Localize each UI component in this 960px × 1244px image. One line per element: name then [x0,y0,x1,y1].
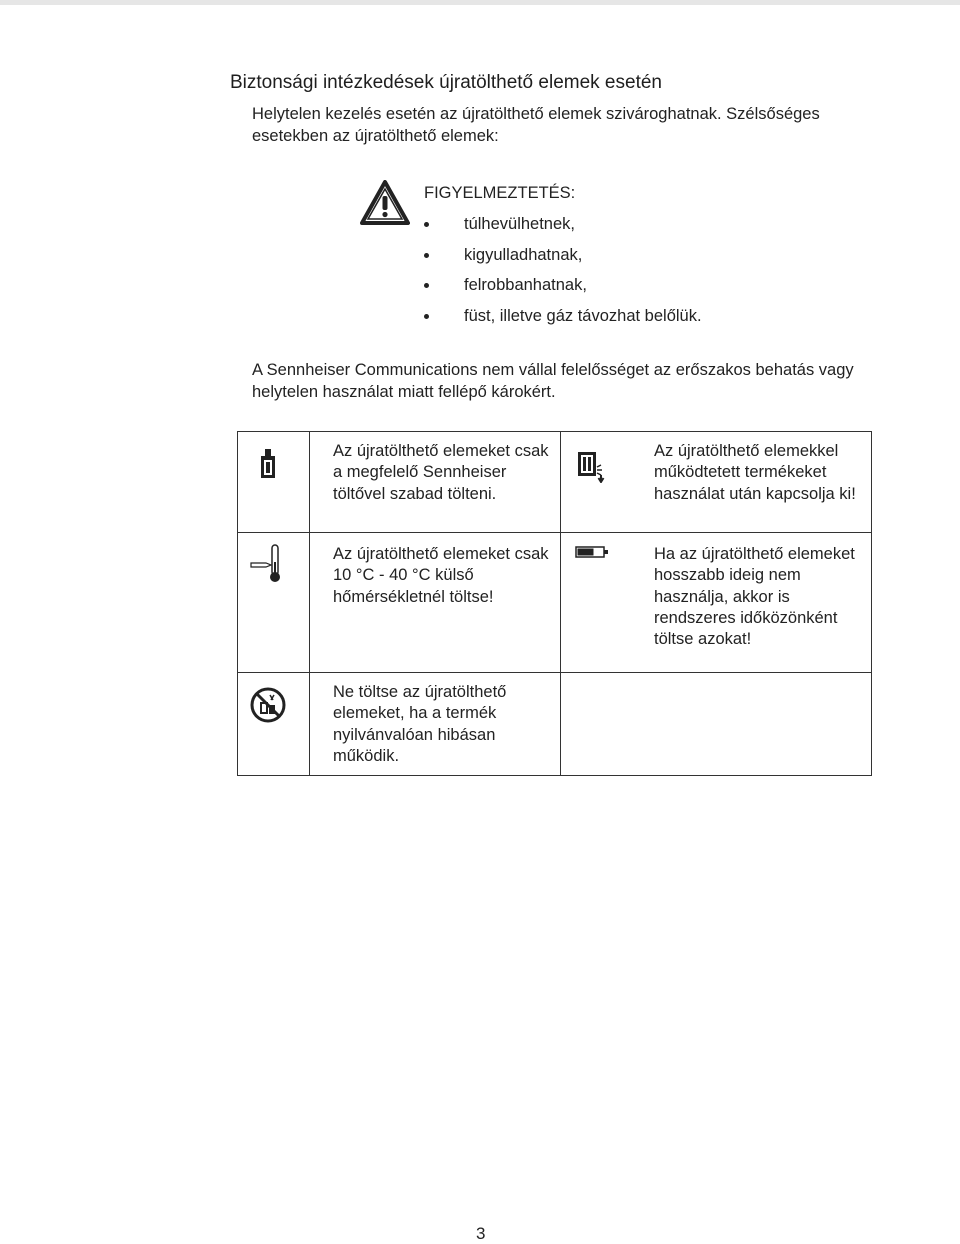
table-divider [238,532,871,533]
table-cell: Az újratölthető elemeket csak 10 °C - 40 °C külső hőmérsékletnél töltse! [333,545,549,606]
page-number: 3 [476,1224,486,1243]
disclaimer-paragraph: A Sennheiser Communications nem vállal felelősséget az erőszakos behatás vagy helytelen használat miatt fellépő károkért. [252,361,854,401]
bullet-dot [424,283,429,288]
safety-table [237,431,872,776]
top-rule [0,0,960,5]
table-cell: Az újratölthető elemekkel működtetett termékeket használat után kapcsolja ki! [654,442,856,503]
warning-triangle-icon [360,180,410,230]
table-cell: Ne töltse az újratölthető elemeket, ha a termék nyilvánvalóan hibásan működik. [333,683,507,765]
table-divider [560,672,871,673]
table-divider [238,672,560,673]
section-heading: Biztonsági intézkedések újratölthető elemek esetén [230,72,662,93]
table-cell: Ha az újratölthető elemeket hosszabb ideig nem használja, akkor is rendszeres időközönként töltse azokat! [654,545,855,649]
battery-low-icon [575,545,609,563]
bullet-dot [424,222,429,227]
warning-title: FIGYELMEZTETÉS: [424,184,576,202]
intro-paragraph: Helytelen kezelés esetén az újratölthető elemek szivároghatnak. Szélsőséges esetekben az újratölthető elemek: [252,105,820,145]
table-cell: Az újratölthető elemeket csak a megfelelő Sennheiser töltővel szabad tölteni. [333,442,549,503]
thermometer-icon [250,544,284,589]
table-divider [560,432,561,775]
table-divider [309,432,310,775]
power-off-icon [577,451,607,488]
charger-icon [259,449,277,484]
no-charge-defective-icon [250,687,286,728]
bullet-dot [424,314,429,319]
bullet-dot [424,253,429,258]
